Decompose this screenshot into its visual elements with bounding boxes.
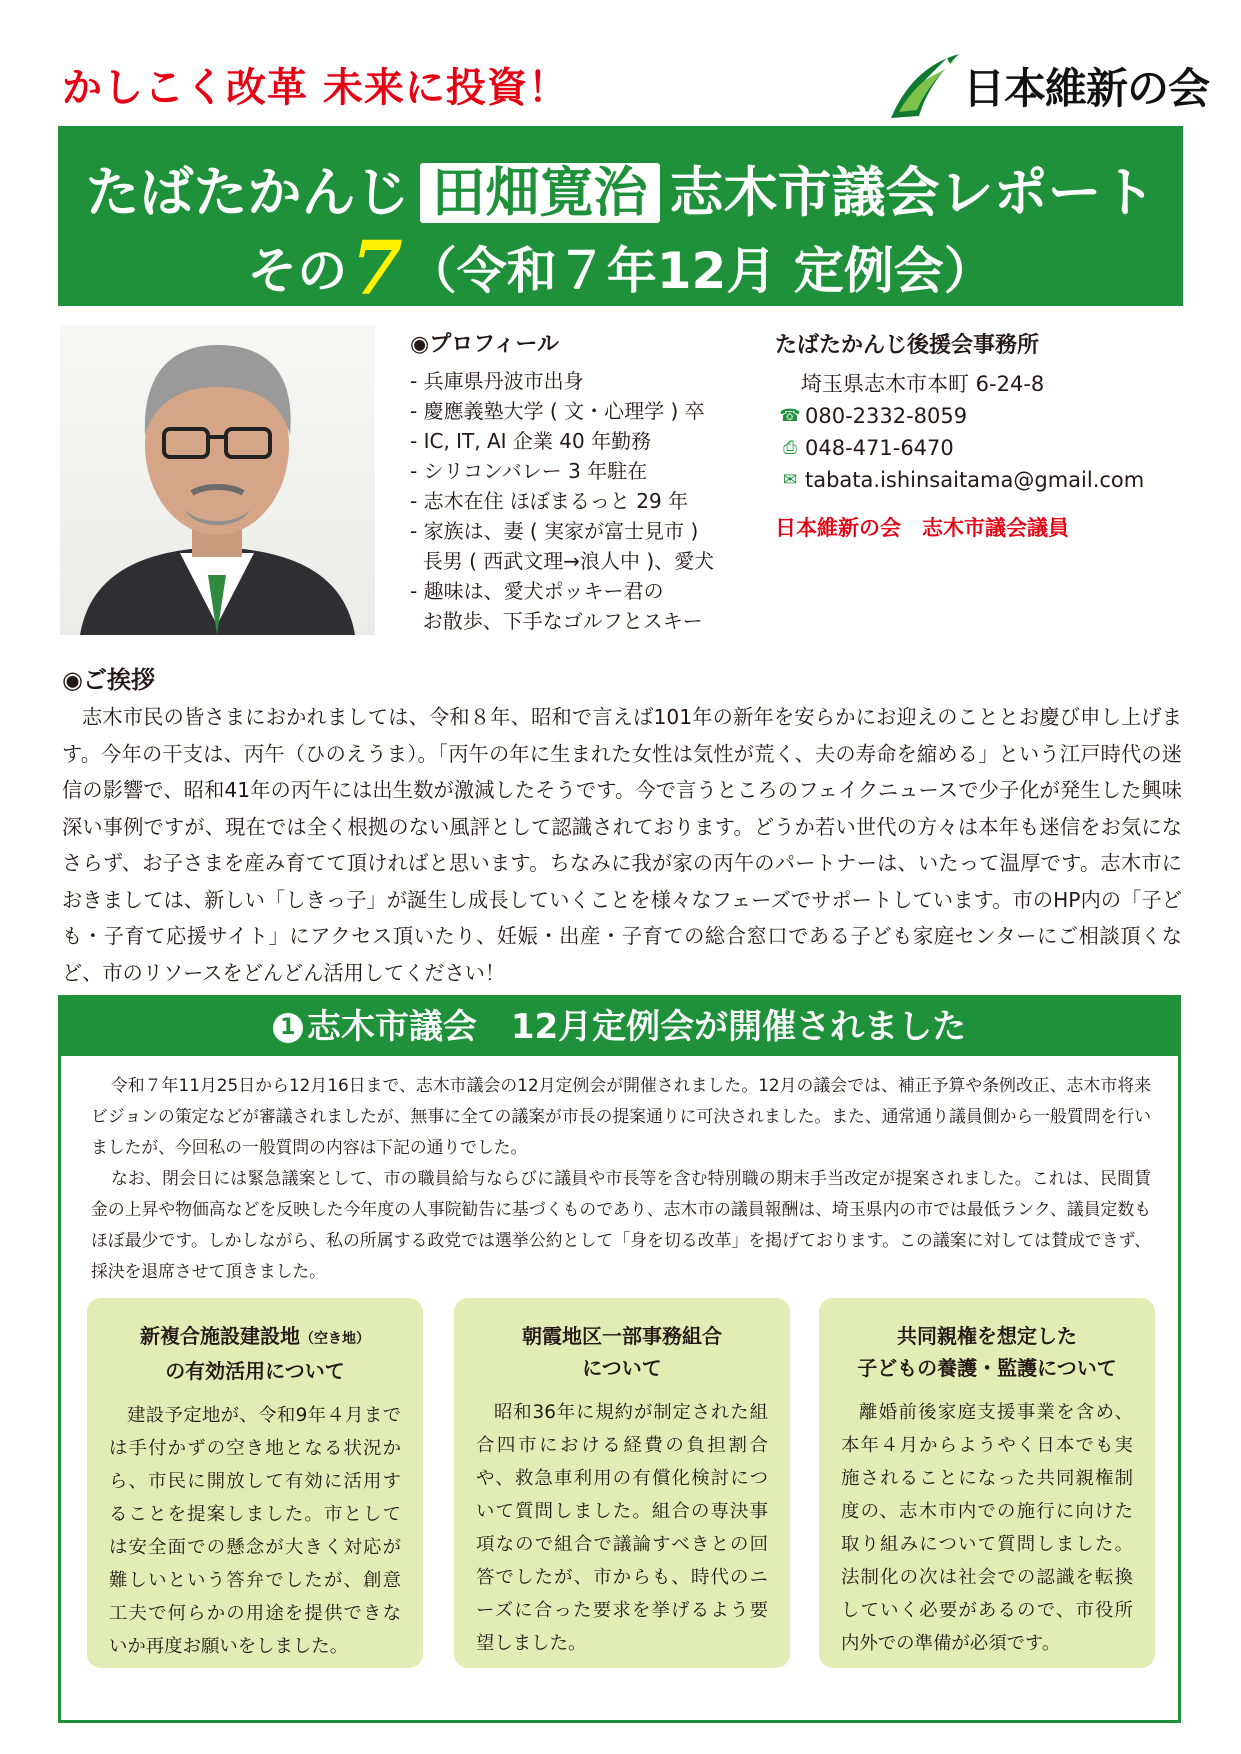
office-mobile[interactable]: 080-2332-8059 — [805, 404, 968, 428]
banner-issue-line — [58, 226, 1183, 312]
profile-item: 長男 ( 西武文理→浪人中 )、愛犬 — [410, 549, 715, 573]
session-label: （令和７年12月 定例会） — [406, 242, 994, 300]
mail-icon: ✉ — [782, 470, 798, 490]
section1-heading: 志木市議会 12月定例会が開催されました — [306, 1007, 967, 1047]
profile-item: - 志木在住 ほぼまるっと 29 年 — [410, 489, 689, 513]
phone-icon: ☎ — [779, 406, 801, 426]
card-title-line1: 共同親権を想定した — [897, 1324, 1077, 1348]
logo-text: 日本維新の会 — [963, 64, 1210, 113]
card-title-line1: 朝霞地区一部事務組合 — [522, 1324, 722, 1348]
report-title: 志木市議会レポート — [669, 161, 1156, 224]
card-body: 建設予定地が、令和9年４月までは手付かずの空き地となる状況から、市民に開放して有効に活用することを提案しました。市としては安全面での懸念が大きく対応が難しいという答弁でしたが、創意工夫で何らかの用途を提供できないか再度お願いをしました。 — [109, 1405, 401, 1657]
card-title-line2: について — [582, 1356, 662, 1380]
profile-item: - 家族は、妻 ( 実家が富士見市 ) — [410, 519, 699, 543]
question-card — [87, 1298, 423, 1668]
profile-list — [410, 366, 750, 636]
slogan: かしこく改革 未来に投資！ — [62, 65, 569, 111]
office-mobile-row — [775, 400, 1195, 432]
card-title — [819, 1320, 1155, 1384]
issue-number: 7 — [351, 226, 403, 312]
greeting-text: 志木市民の皆さまにおかれましては、令和８年、昭和で言えば101年の新年を安らかにお迎えのこととお慶び申し上げます。今年の干支は、丙午（ひのえうま）。「丙午の年に生まれた女性は気性が荒く、夫の寿命を縮める」という江戸時代の迷信の影響で、昭和41年の丙午には出生数が激減したそうです。今で言うところのフェイクニュースで少子化が発生した興味深い事例ですが、現在では全く根拠のない風評として認識されております。どうか若い世代の方々は本年も迷信をお気になさらず、お子さまを産み育てて頂ければと思います。ちなみに我が家の丙午のパートナーは、いたって温厚です。志木市におきましては、新しい「しきっ子」が誕生し成長していくことを様々なフェーズでサポートしています。市のHP内の「子ども・子育て応援サイト」にアクセス頂いたり、妊娠・出産・子育ての総合窓口である子ども家庭センターにご相談頂くなど、市のリソースをどんどん活用してください！ — [62, 705, 1182, 985]
fax-icon: ⎙ — [783, 438, 797, 458]
office-fax-row — [775, 432, 1195, 464]
section1-header — [61, 998, 1178, 1056]
office-fax: 048-471-6470 — [805, 436, 954, 460]
profile-section — [410, 330, 750, 636]
profile-item: - 趣味は、愛犬ポッキー君の — [410, 579, 664, 603]
greeting-section — [62, 660, 1182, 991]
section1-paragraph: なお、閉会日には緊急議案として、市の職員給与ならびに議員や市長等を含む特別職の期末手当改定が提案されました。これは、民間賃金の上昇や物価高などを反映した今年度の人事院勧告に基づくものであり、志木市の議員報酬は、埼玉県内の市では最低ランク、議員定数もほぼ最少です。しかしながら、私の所属する政党では選挙公約として「身を切る改革」を掲げております。この議案に対しては賛成できず、採決を退席させて頂きました。 — [91, 1168, 1151, 1281]
card-body: 離婚前後家庭支援事業を含め、本年４月からようやく日本でも実施されることになった共同親権制度の、志木市内での施行に向けた取り組みについて質問しました。法制化の次は社会での認識を転換していく必要があるので、市役所内外での準備が必須です。 — [841, 1402, 1133, 1654]
title-banner — [58, 126, 1183, 312]
profile-item: - IC, IT, AI 企業 40 年勤務 — [410, 429, 652, 453]
office-section — [775, 330, 1195, 544]
card-title — [454, 1320, 790, 1384]
card-title-line2: 子どもの養護・監護について — [857, 1356, 1117, 1380]
profile-heading: ◉プロフィール — [410, 332, 559, 357]
office-address: 埼玉県志木市本町 6-24-8 — [801, 372, 1045, 396]
profile-item: - 慶應義塾大学 ( 文・心理学 ) 卒 — [410, 399, 705, 423]
portrait-photo — [60, 325, 375, 635]
profile-item: - シリコンバレー 3 年駐在 — [410, 459, 648, 483]
name-kana: たばたかんじ — [85, 161, 410, 224]
office-email-row — [775, 464, 1195, 496]
leaf-arrow-logo-icon — [885, 46, 965, 126]
section1-body — [91, 1070, 1151, 1287]
card-body: 昭和36年に規約が制定された組合四市における経費の負担割合や、救急車利用の有償化検討について質問しました。組合の専決事項なので組合で議論すべきとの回答でしたが、市からも、時代のニーズに合った要求を挙げるよう要望しました。 — [476, 1402, 768, 1654]
office-heading: たばたかんじ後援会事務所 — [775, 333, 1040, 358]
council-session-section — [58, 995, 1181, 1723]
banner-title-line — [58, 150, 1183, 227]
card-title-note: （空き地） — [300, 1331, 370, 1347]
greeting-heading: ◉ご挨拶 — [62, 666, 155, 694]
card-title — [87, 1320, 423, 1387]
card-title-line1: 新複合施設建設地 — [140, 1324, 300, 1348]
party-logo — [885, 46, 1210, 126]
card-title-line2: の有効活用について — [165, 1359, 345, 1383]
section-number-badge: 1 — [273, 1013, 303, 1043]
portrait-icon — [60, 325, 375, 635]
profile-item: - 兵庫県丹波市出身 — [410, 369, 584, 393]
office-email[interactable]: tabata.ishinsaitama@gmail.com — [805, 468, 1145, 492]
question-card — [819, 1298, 1155, 1668]
issue-prefix: その — [247, 242, 348, 300]
name-kanji-box: 田畑寛治 — [420, 163, 660, 223]
profile-item: お散歩、下手なゴルフとスキー — [410, 609, 703, 633]
question-card — [454, 1298, 790, 1668]
member-title: 日本維新の会 志木市議会議員 — [775, 516, 1069, 540]
section1-paragraph: 令和７年11月25日から12月16日まで、志木市議会の12月定例会が開催されました。12月の議会では、補正予算や条例改正、志木市将来ビジョンの策定などが審議されましたが、無事に全ての議案が市長の提案通りに可決されました。また、通常通り議員側から一般質問を行いましたが、今回私の一般質問の内容は下記の通りでした。 — [91, 1075, 1151, 1157]
